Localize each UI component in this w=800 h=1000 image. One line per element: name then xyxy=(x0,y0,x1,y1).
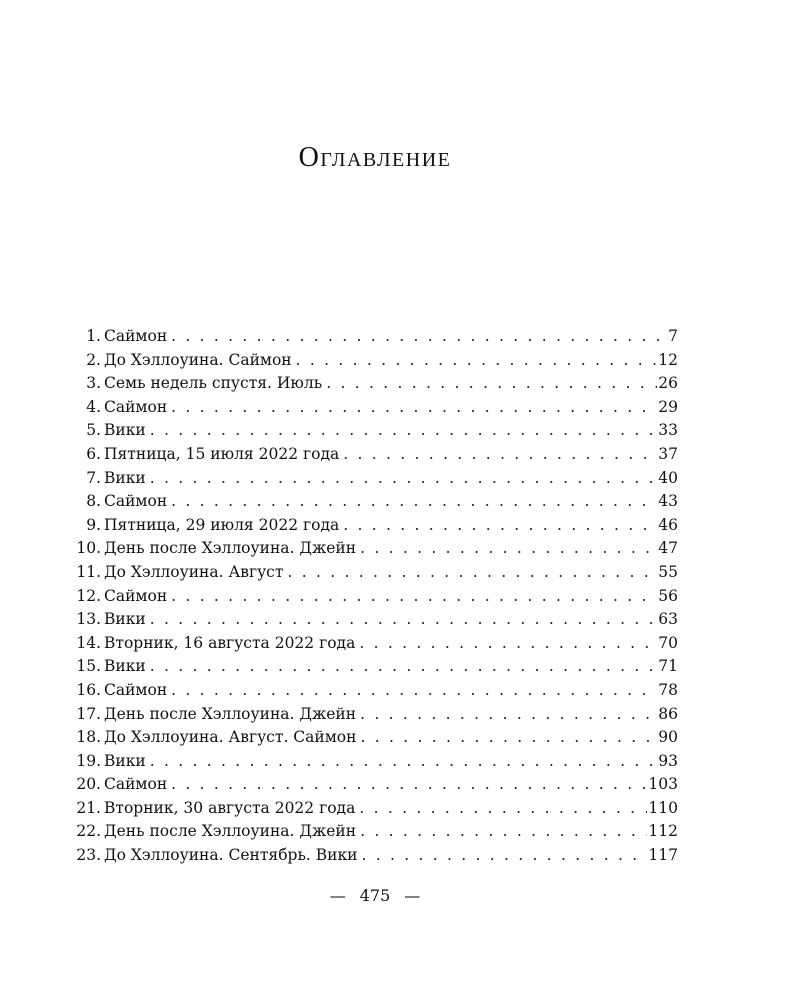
chapter-number: 12. xyxy=(76,586,101,605)
chapter-number: 10. xyxy=(76,539,101,558)
page-number: 86 xyxy=(658,704,678,723)
page-number: 26 xyxy=(658,374,678,393)
dot-leader xyxy=(171,773,647,797)
page-number: 93 xyxy=(658,751,678,770)
chapter-number: 22. xyxy=(76,822,101,841)
chapter-number: 2. xyxy=(86,350,101,369)
toc-entry[interactable] xyxy=(74,844,678,868)
chapter-title: Вики xyxy=(104,468,146,487)
page-number: 110 xyxy=(648,798,678,817)
dot-leader xyxy=(296,349,658,373)
chapter-number: 19. xyxy=(76,751,101,770)
toc-entry[interactable] xyxy=(74,396,678,420)
page-number: 12 xyxy=(658,350,678,369)
page-title: Оглавление xyxy=(298,141,452,173)
chapter-title: Саймон xyxy=(104,680,168,699)
chapter-title: День после Хэллоуина. Джейн xyxy=(104,822,357,841)
toc-entry[interactable] xyxy=(74,703,678,727)
dot-leader xyxy=(150,750,658,774)
chapter-title: Саймон xyxy=(104,327,168,345)
dot-leader xyxy=(359,632,657,656)
toc-entry[interactable] xyxy=(74,750,678,774)
chapter-title: День после Хэллоуина. Джейн xyxy=(104,539,357,558)
toc-entry[interactable] xyxy=(74,372,678,396)
chapter-number: 6. xyxy=(86,444,101,463)
page-number: 70 xyxy=(658,633,678,652)
toc-entry[interactable] xyxy=(74,467,678,491)
chapter-title: Семь недель спустя. Июль xyxy=(104,374,323,393)
toc-entry[interactable] xyxy=(74,537,678,561)
dot-leader xyxy=(171,585,657,609)
dot-leader xyxy=(150,419,658,443)
page-number: 71 xyxy=(658,657,678,676)
dot-leader xyxy=(171,490,657,514)
page-number: 33 xyxy=(658,421,678,440)
chapter-number: 23. xyxy=(76,846,101,865)
toc-entry[interactable] xyxy=(74,773,678,797)
folio-dash-left: — xyxy=(329,886,346,905)
page-number: 78 xyxy=(658,680,678,699)
dot-leader xyxy=(360,726,657,750)
dot-leader xyxy=(361,844,647,868)
chapter-number: 14. xyxy=(76,633,101,652)
chapter-number: 15. xyxy=(76,657,101,676)
toc-entry[interactable] xyxy=(74,561,678,585)
chapter-title: До Хэллоуина. Саймон xyxy=(104,350,292,369)
toc-entry[interactable] xyxy=(74,608,678,632)
page-number: 29 xyxy=(658,397,678,416)
toc-entry[interactable] xyxy=(74,490,678,514)
page-number: 112 xyxy=(648,822,678,841)
dot-leader xyxy=(150,655,658,679)
dot-leader xyxy=(150,608,658,632)
toc-entry[interactable] xyxy=(74,325,678,349)
chapter-title: День после Хэллоуина. Джейн xyxy=(104,704,357,723)
chapter-number: 20. xyxy=(76,775,101,794)
chapter-title: Саймон xyxy=(104,492,168,511)
chapter-title: До Хэллоуина. Сентябрь. Вики xyxy=(104,846,358,865)
chapter-title: До Хэллоуина. Август xyxy=(104,562,284,581)
dot-leader xyxy=(171,325,667,349)
dot-leader xyxy=(171,396,657,420)
page-number: 40 xyxy=(658,468,678,487)
page-number: 47 xyxy=(658,539,678,558)
chapter-title: Пятница, 29 июля 2022 года xyxy=(104,515,340,534)
toc-entry[interactable] xyxy=(74,349,678,373)
chapter-number: 1. xyxy=(86,327,101,345)
chapter-title: Саймон xyxy=(104,397,168,416)
page-number: 90 xyxy=(658,728,678,747)
chapter-number: 16. xyxy=(76,680,101,699)
chapter-number: 21. xyxy=(76,798,101,817)
dot-leader xyxy=(326,372,657,396)
chapter-number: 9. xyxy=(86,515,101,534)
chapter-number: 3. xyxy=(86,374,101,393)
chapter-title: Вики xyxy=(104,751,146,770)
page-folio xyxy=(0,886,750,905)
page-number: 37 xyxy=(658,444,678,463)
toc-entry[interactable] xyxy=(74,726,678,750)
page-number: 7 xyxy=(668,327,678,345)
table-of-contents xyxy=(74,325,678,868)
chapter-number: 4. xyxy=(86,397,101,416)
folio-number: 475 xyxy=(359,886,391,905)
toc-entry[interactable] xyxy=(74,820,678,844)
dot-leader xyxy=(171,679,657,703)
chapter-number: 8. xyxy=(86,492,101,511)
toc-entry[interactable] xyxy=(74,419,678,443)
chapter-title: Вики xyxy=(104,421,146,440)
dot-leader xyxy=(360,820,647,844)
toc-entry[interactable] xyxy=(74,655,678,679)
chapter-number: 5. xyxy=(86,421,101,440)
chapter-number: 13. xyxy=(76,610,101,629)
chapter-title: Пятница, 15 июля 2022 года xyxy=(104,444,340,463)
chapter-number: 11. xyxy=(76,562,101,581)
toc-entry[interactable] xyxy=(74,679,678,703)
page-number: 63 xyxy=(658,610,678,629)
chapter-number: 17. xyxy=(76,704,101,723)
dot-leader xyxy=(343,514,657,538)
chapter-title: Вторник, 30 августа 2022 года xyxy=(104,798,356,817)
chapter-title: Вторник, 16 августа 2022 года xyxy=(104,633,356,652)
dot-leader xyxy=(360,537,657,561)
dot-leader xyxy=(343,443,657,467)
chapter-title: До Хэллоуина. Август. Саймон xyxy=(104,728,357,747)
chapter-title: Саймон xyxy=(104,586,168,605)
chapter-title: Вики xyxy=(104,610,146,629)
chapter-number: 7. xyxy=(86,468,101,487)
chapter-title: Саймон xyxy=(104,775,168,794)
page-number: 103 xyxy=(648,775,678,794)
folio-dash-right: — xyxy=(404,886,421,905)
dot-leader xyxy=(359,797,647,821)
page-number: 43 xyxy=(658,492,678,511)
dot-leader xyxy=(287,561,657,585)
chapter-number: 18. xyxy=(76,728,101,747)
toc-entry[interactable] xyxy=(74,585,678,609)
dot-leader xyxy=(150,467,658,491)
toc-entry[interactable] xyxy=(74,443,678,467)
dot-leader xyxy=(360,703,657,727)
page-number: 56 xyxy=(658,586,678,605)
toc-entry[interactable] xyxy=(74,632,678,656)
toc-entry[interactable] xyxy=(74,797,678,821)
toc-entry[interactable] xyxy=(74,514,678,538)
page-number: 55 xyxy=(658,562,678,581)
page-number: 117 xyxy=(648,846,678,865)
page-number: 46 xyxy=(658,515,678,534)
chapter-title: Вики xyxy=(104,657,146,676)
